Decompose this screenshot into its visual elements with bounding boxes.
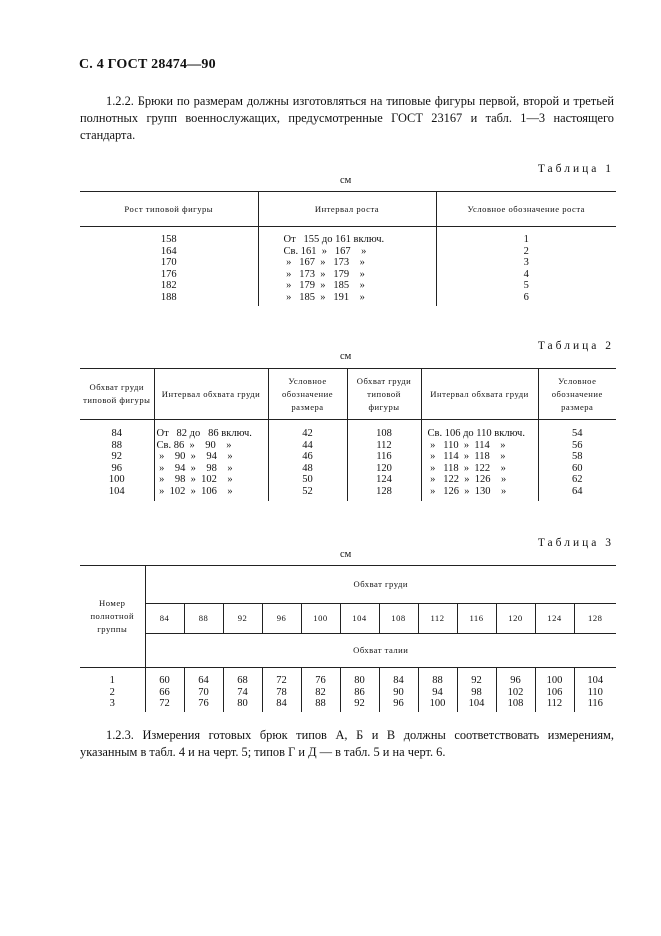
table-cell: 1 — [109, 675, 115, 686]
table-cell: » 173 » 179 » — [283, 268, 365, 280]
table-2-col-chest-2 — [347, 420, 421, 501]
table-cell: От 155 до 161 включ. — [283, 234, 385, 245]
table-cell: 158 — [160, 234, 177, 245]
table-cell: » 126 » 130 » — [427, 485, 507, 497]
table-3-waist-value: 92 — [471, 675, 482, 686]
table-2-col-size-2 — [538, 420, 616, 501]
table-cell: 48 — [302, 462, 313, 474]
table-3-col-waist — [145, 668, 184, 712]
table-3-waist-value: 72 — [276, 675, 287, 686]
table-3-col-group — [80, 668, 145, 712]
table-3-waist-value: 100 — [546, 675, 563, 686]
table-cell: 44 — [302, 439, 313, 451]
paragraph-1-2-2 — [80, 93, 614, 144]
table-1-unit: см — [340, 175, 352, 186]
table-3-chest-value: 104 — [340, 604, 379, 634]
table-3-waist-value: 64 — [198, 675, 209, 686]
table-3-waist-value: 82 — [315, 686, 326, 698]
table-cell: » 179 » 185 » — [283, 280, 365, 292]
table-3-waist-value: 78 — [276, 686, 287, 698]
table-3-chest-value: 124 — [535, 604, 574, 634]
table-3-header-chest: Обхват груди — [145, 566, 616, 604]
table-3-waist-value: 88 — [432, 675, 443, 686]
table-cell: » 114 » 118 » — [427, 451, 506, 463]
table-2-col-chest-1 — [80, 420, 154, 501]
table-cell: 128 — [376, 485, 392, 497]
table-3-col-waist — [262, 668, 301, 712]
table-3-chest-value: 100 — [301, 604, 340, 634]
table-3-chest-value: 84 — [145, 604, 184, 634]
table-cell: 116 — [376, 451, 392, 463]
page-header: С. 4 ГОСТ 28474—90 — [79, 57, 216, 72]
table-2-col-size-1 — [268, 420, 347, 501]
table-3-header-waist: Обхват талии — [145, 634, 616, 668]
table-2-caption: Таблица 2 — [537, 340, 614, 352]
table-3-col-waist — [223, 668, 262, 712]
table-cell: 188 — [160, 291, 177, 303]
table-3-waist-value: 74 — [237, 686, 248, 698]
table-3-chest-value: 116 — [457, 604, 496, 634]
table-3-waist-value: 106 — [546, 686, 563, 698]
table-1-header-interval: Интервал роста — [258, 192, 436, 227]
table-3-waist-value: 94 — [432, 686, 443, 698]
table-3-waist-value: 72 — [159, 698, 170, 710]
table-3-chest-value: 92 — [223, 604, 262, 634]
table-cell: 182 — [160, 280, 177, 292]
table-3-col-waist — [379, 668, 418, 712]
table-3-waist-value: 116 — [587, 698, 603, 710]
table-3-col-waist — [535, 668, 574, 712]
table-2-header-chest-2: Обхват груди типовой фигуры — [347, 369, 421, 420]
table-cell: 104 — [108, 485, 125, 497]
table-cell: » 98 » 102 » — [156, 474, 233, 486]
table-cell: От 82 до 86 включ. — [156, 428, 252, 439]
table-cell: 50 — [302, 474, 313, 486]
paragraph-1-2-3 — [80, 727, 614, 761]
table-3-waist-value: 84 — [276, 698, 287, 710]
table-cell: » 118 » 122 » — [427, 462, 506, 474]
table-cell: 124 — [376, 474, 392, 486]
table-cell: Св. 86 » 90 » — [156, 439, 232, 451]
table-3-col-waist — [496, 668, 535, 712]
table-3-waist-value: 76 — [198, 698, 209, 710]
table-3-waist-value: 108 — [507, 698, 524, 710]
table-3-col-waist — [574, 668, 616, 712]
table-2 — [80, 368, 616, 501]
table-3-chest-value: 108 — [379, 604, 418, 634]
table-3-body-row — [80, 668, 616, 712]
table-cell: 108 — [376, 428, 392, 439]
table-3-waist-value: 102 — [507, 686, 524, 698]
table-3-waist-value: 68 — [237, 675, 248, 686]
table-2-header-size-2: Условное обозначение размера — [538, 369, 616, 420]
table-3-waist-value: 80 — [354, 675, 365, 686]
table-3-col-waist — [340, 668, 379, 712]
table-cell: 56 — [572, 439, 583, 451]
table-cell: Св. 161 » 167 » — [283, 245, 367, 257]
table-cell: 62 — [572, 474, 583, 486]
table-cell: 1 — [523, 234, 529, 245]
table-1-col-interval — [258, 227, 436, 306]
table-cell: 58 — [572, 451, 583, 463]
table-2-header-size-1: Условное обозначение размера — [268, 369, 347, 420]
table-3-chest-value: 112 — [418, 604, 457, 634]
table-cell: » 122 » 126 » — [427, 474, 507, 486]
table-2-col-interval-1 — [154, 420, 268, 501]
table-2-col-interval-2 — [421, 420, 538, 501]
table-cell: 4 — [523, 268, 529, 280]
table-cell: 6 — [523, 291, 529, 303]
table-cell: 5 — [523, 280, 529, 292]
table-3-waist-value: 84 — [393, 675, 404, 686]
table-3-waist-value: 60 — [159, 675, 170, 686]
table-cell: » 185 » 191 » — [283, 291, 365, 303]
table-3-waist-value: 96 — [510, 675, 521, 686]
table-3-waist-value: 66 — [159, 686, 170, 698]
table-3-waist-value: 96 — [393, 698, 404, 710]
table-3-chest-value: 96 — [262, 604, 301, 634]
paragraph-text: 1.2.3. Измерения готовых брюк типов А, Б и В должны соответствовать измерениям, указанным в табл. 4 и на черт. 5; типов Г и Д — в табл. 5 и на черт. 6. — [80, 728, 614, 759]
table-cell: 2 — [523, 245, 529, 257]
table-3-waist-value: 104 — [587, 675, 604, 686]
table-3-caption: Таблица 3 — [537, 537, 614, 549]
table-3-waist-value: 112 — [546, 698, 563, 710]
table-cell: » 94 » 98 » — [156, 462, 233, 474]
table-cell: 54 — [572, 428, 583, 439]
table-cell: 3 — [523, 257, 529, 269]
table-1-col-code — [436, 227, 616, 306]
table-3-col-waist — [184, 668, 223, 712]
table-1-header-code: Условное обозначение роста — [436, 192, 616, 227]
table-cell: 64 — [572, 485, 583, 497]
table-3-waist-value: 90 — [393, 686, 404, 698]
table-3-waist-value: 76 — [315, 675, 326, 686]
table-1-caption: Таблица 1 — [537, 163, 614, 175]
table-3-waist-value: 98 — [471, 686, 482, 698]
table-cell: » 90 » 94 » — [156, 451, 233, 463]
table-cell: 112 — [376, 439, 392, 451]
table-cell: 2 — [109, 686, 115, 698]
table-cell: 92 — [111, 451, 122, 463]
table-cell: 84 — [111, 428, 122, 439]
table-2-header-interval-1: Интервал обхвата груди — [154, 369, 268, 420]
table-2-header-interval-2: Интервал обхвата груди — [421, 369, 538, 420]
table-cell: 42 — [302, 428, 313, 439]
table-cell: 176 — [160, 268, 177, 280]
table-3-waist-value: 80 — [237, 698, 248, 710]
table-cell: » 167 » 173 » — [283, 257, 365, 269]
table-3-col-waist — [418, 668, 457, 712]
table-3-waist-value: 100 — [429, 698, 446, 710]
table-3-col-waist — [457, 668, 496, 712]
table-3-chest-value: 88 — [184, 604, 223, 634]
table-3 — [80, 565, 616, 712]
table-cell: 170 — [160, 257, 177, 269]
table-3-waist-value: 70 — [198, 686, 209, 698]
table-cell: 120 — [376, 462, 392, 474]
table-1 — [80, 191, 616, 306]
table-cell: 96 — [111, 462, 122, 474]
table-3-chest-value: 128 — [574, 604, 616, 634]
table-cell: 164 — [160, 245, 177, 257]
paragraph-text: 1.2.2. Брюки по размерам должны изготовляться на типовые фигуры первой, второй и третьей полнотных групп военнослужащих, предусмотренные ГОСТ 23167 и табл. 1—3 настоящего стандарта. — [80, 94, 614, 142]
table-3-waist-value: 104 — [468, 698, 485, 710]
table-3-chest-value: 120 — [496, 604, 535, 634]
table-cell: 88 — [111, 439, 122, 451]
table-2-header-chest-1: Обхват груди типовой фигуры — [80, 369, 154, 420]
table-3-col-waist — [301, 668, 340, 712]
table-1-col-height — [80, 227, 258, 306]
table-cell: 3 — [109, 698, 115, 710]
table-cell: » 102 » 106 » — [156, 485, 233, 497]
table-3-chest-row — [80, 604, 616, 634]
table-cell: 46 — [302, 451, 313, 463]
table-3-unit: см — [340, 549, 352, 560]
table-cell: » 110 » 114 » — [427, 439, 506, 451]
table-1-header-height: Рост типовой фигуры — [80, 192, 258, 227]
table-cell: 100 — [108, 474, 125, 486]
table-cell: 60 — [572, 462, 583, 474]
table-cell: 52 — [302, 485, 313, 497]
table-2-unit: см — [340, 351, 352, 362]
table-3-waist-value: 110 — [587, 686, 603, 698]
table-cell: Св. 106 до 110 включ. — [427, 428, 525, 439]
table-3-header-group: Номер полнотной группы — [80, 566, 145, 668]
table-3-waist-value: 88 — [315, 698, 326, 710]
table-3-waist-value: 86 — [354, 686, 365, 698]
table-3-waist-value: 92 — [354, 698, 365, 710]
